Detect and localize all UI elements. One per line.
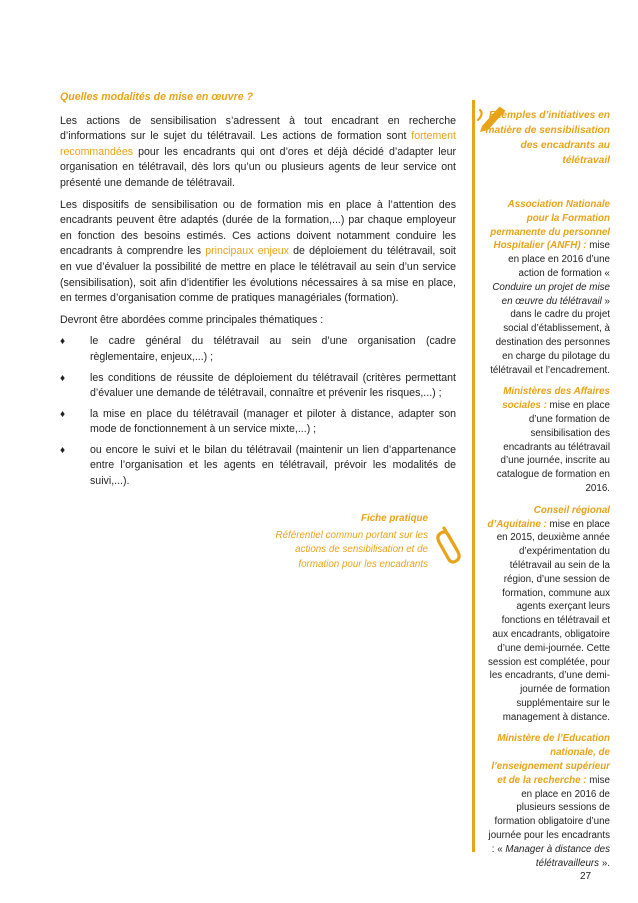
bullet-icon: ♦ (60, 408, 66, 420)
paragraph-1: Les actions de sensibilisation s’adressent à tout encadrant en recherche d’informations sur le sujet du télétravail. Les actions de formation sont fortement recommandées pour les encadrants qui ont d’ores et déjà décidé d’adapter leur organisation en télétravail, dès lors qu’un ou plusieurs agents de leur service ont présenté une demande de télétravail. (60, 114, 456, 189)
example-affaires-sociales: Ministères des Affaires sociales : mise en place d’une formation de sensibilisation des encadrants au télétravail d’une journée, inscrite au catalogue de formation en 2016. (496, 386, 610, 494)
highlight-recommandees: fortement recommandées (60, 130, 456, 158)
bullet-icon: ♦ (60, 372, 66, 384)
bullet-icon: ♦ (60, 336, 66, 348)
page-number: 27 (580, 871, 592, 882)
sidebar-examples (484, 108, 610, 878)
list-item: ♦ ou encore le suivi et le bilan du télétravail (maintenir un lien d’appartenance entre l’organisation et les agents en télétravail, prévoir les modalités de suivi,...). (60, 443, 456, 488)
sidebar-title: Exemples d’initiatives en matière de sensibilisation des encadrants au télétravail (485, 110, 610, 166)
list-item: ♦ le cadre général du télétravail au sein d’une organisation (cadre règlementaire, enjeux,...) ; (60, 335, 456, 363)
sidebar-divider (472, 100, 475, 852)
paragraph-2: Les dispositifs de sensibilisation ou de formation mis en place à l’attention des encadrants peuvent être adaptés (durée de la formation,...) par chaque employeur en fonction des besoins estimés. Ces actions doivent notamment conduire les encadrants à comprendre les principaux enjeux de déploiement du télétravail, soit en vue d’évaluer la possibilité de mettre en place le télétravail au sein d’un service (sensibilisation), soit afin d’identifier les évolutions nécessaires à sa mise en place, en termes d’organisation comme de pratiques managériales (formation). (60, 198, 456, 305)
list-item: ♦ les conditions de réussite de déploiement du télétravail (critères permettant d’évaluer une demande de télétravail, connaître et prévenir les risques,...) ; (60, 371, 456, 400)
example-anfh: Association Nationale pour la Formation permanente du personnel Hospitalier (ANFH) : mise en place en 2016 d’une action de formation « Conduire un projet de mise en œuvre du télétravail » dans le cadre du projet social d’établissement, à destination des personnes en charge du pilotage du télétravail et l’encadrement. (490, 199, 610, 376)
paragraph-3: Devront être abordées comme principales thématiques : (60, 313, 324, 326)
themes-list (60, 334, 456, 489)
example-aquitaine: Conseil régional d’Aquitaine : mise en place en 2015, deuxième année d’expérimentation du télétravail au sein de la région, d’une session de formation, commune aux agents exerçant leurs fonctions en télétravail et aux encadrants, obligatoire d’une demi-journée. Cette session est complétée, pour les encadrants, d’une demi-journée de formation supplémentaire sur le management à distance. (487, 504, 610, 723)
example-education-nationale: Ministère de l’Education nationale, de l’enseignement supérieur et de la recherche : mise en place en 2016 de plusieurs sessions de formation obligatoire d’une journée pour les encadrants : « Manager à distance des télétravailleurs ». (488, 733, 610, 869)
list-item: ♦ la mise en place du télétravail (manager et piloter à distance, adapter son mode de fonctionnement à un service mixte,...) ; (60, 407, 456, 436)
main-content (60, 90, 456, 495)
paperclip-icon (436, 522, 466, 566)
fiche-subtitle: Référentiel commun portant sur les actions de sensibilisation et de formation pour les encadrants (275, 529, 428, 570)
fiche-pratique (260, 512, 428, 572)
section-question-title: Quelles modalités de mise en œuvre ? (60, 91, 254, 103)
highlight-enjeux: principaux enjeux (205, 245, 289, 258)
bullet-icon: ♦ (60, 444, 66, 456)
fiche-title: Fiche pratique (361, 513, 428, 524)
